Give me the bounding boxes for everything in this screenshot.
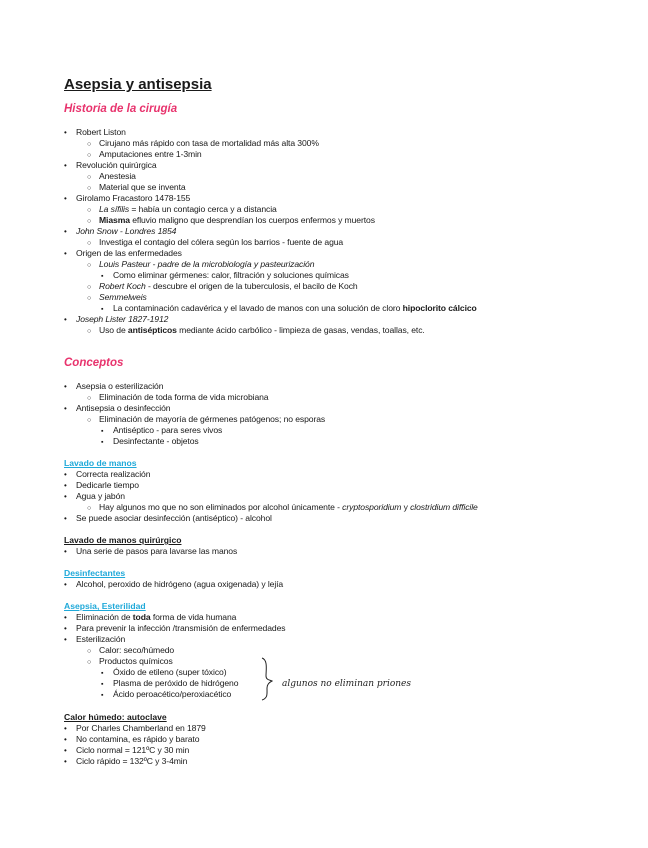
circle-bullet-icon: ○ (87, 218, 92, 225)
bullet-icon: • (64, 757, 67, 766)
list-item: ○ Material que se inventa (87, 182, 186, 192)
circle-bullet-icon: ○ (87, 262, 92, 269)
list-item: • Una serie de pasos para lavarse las manos (64, 546, 238, 556)
subheading-lavado-quirurgico: Lavado de manos quirúrgico (64, 535, 182, 545)
list-item: • John Snow - Londres 1854 (64, 226, 177, 236)
bullet-icon: • (64, 492, 67, 501)
list-item: • Esterilización (64, 634, 126, 644)
circle-bullet-icon: ○ (87, 207, 92, 214)
list-item: ▪ La contaminación cadavérica y el lavado de manos con una solución de cloro hipoclorito cálcico (101, 303, 477, 313)
list-item: • Para prevenir la infección /transmisión de enfermedades (64, 623, 286, 633)
list-item: ▪ Óxido de etileno (super tóxico) (101, 667, 227, 677)
list-item: ▪ Desinfectante - objetos (101, 436, 199, 446)
list-item: ○ Semmelweis (87, 292, 147, 302)
subheading-calor-humedo: Calor húmedo: autoclave (64, 712, 167, 722)
square-bullet-icon: ▪ (101, 670, 104, 677)
circle-bullet-icon: ○ (87, 648, 92, 655)
square-bullet-icon: ▪ (101, 273, 104, 280)
list-item: • Alcohol, peroxido de hidrógeno (agua oxigenada) y lejía (64, 579, 284, 589)
list-item: • Correcta realización (64, 469, 151, 479)
bullet-icon: • (64, 580, 67, 589)
list-item: ▪ Ácido peroacético/peroxiacético (101, 689, 232, 699)
list-item: ○ La sífilis = había un contagio cerca y a distancia (87, 204, 277, 214)
list-item: • Se puede asociar desinfección (antiséptico) - alcohol (64, 513, 272, 523)
list-item: • Origen de las enfermedades (64, 248, 182, 258)
list-item: ▪ Antiséptico - para seres vivos (101, 425, 223, 435)
bullet-icon: • (64, 249, 67, 258)
square-bullet-icon: ▪ (101, 681, 104, 688)
list-item: ○ Amputaciones entre 1-3min (87, 149, 202, 159)
list-item: • Ciclo rápido = 132ºC y 3-4min (64, 756, 188, 766)
bullet-icon: • (64, 735, 67, 744)
handwritten-note: algunos no eliminan priones (282, 679, 411, 689)
circle-bullet-icon: ○ (87, 659, 92, 666)
list-item: • Girolamo Fracastoro 1478-155 (64, 193, 191, 203)
bullet-icon: • (64, 161, 67, 170)
bullet-icon: • (64, 315, 67, 324)
page-title: Asepsia y antisepsia (64, 76, 212, 93)
circle-bullet-icon: ○ (87, 152, 92, 159)
list-item: • Revolución quirúrgica (64, 160, 157, 170)
circle-bullet-icon: ○ (87, 284, 92, 291)
list-item: • Eliminación de toda forma de vida humana (64, 612, 237, 622)
bullet-icon: • (64, 746, 67, 755)
square-bullet-icon: ▪ (101, 428, 104, 435)
circle-bullet-icon: ○ (87, 505, 92, 512)
subheading-lavado: Lavado de manos (64, 458, 137, 468)
bullet-icon: • (64, 404, 67, 413)
section-heading-historia: Historia de la cirugía (64, 103, 178, 115)
subheading-esterilidad: Asepsia, Esterilidad (64, 601, 146, 611)
circle-bullet-icon: ○ (87, 328, 92, 335)
list-item: ▪ Como eliminar gérmenes: calor, filtración y soluciones químicas (101, 270, 349, 280)
subheading-desinfectantes: Desinfectantes (64, 568, 126, 578)
list-item: ○ Louis Pasteur - padre de la microbiología y pasteurización (87, 259, 315, 269)
list-item: ○ Investiga el contagio del cólera según los barrios - fuente de agua (87, 237, 344, 247)
list-item: • Por Charles Chamberland en 1879 (64, 723, 206, 733)
square-bullet-icon: ▪ (101, 439, 104, 446)
list-item: • Dedicarle tiempo (64, 480, 139, 490)
list-item: • Agua y jabón (64, 491, 125, 501)
list-item: ○ Hay algunos mo que no son eliminados por alcohol únicamente - cryptosporidium y clostridium difficile (87, 502, 478, 512)
list-item: • Asepsia o esterilización (64, 381, 164, 391)
list-item: • Ciclo normal = 121ºC y 30 min (64, 745, 190, 755)
circle-bullet-icon: ○ (87, 295, 92, 302)
list-item: ○ Anestesia (87, 171, 136, 181)
square-bullet-icon: ▪ (101, 306, 104, 313)
square-bullet-icon: ▪ (101, 692, 104, 699)
list-item: ○ Cirujano más rápido con tasa de mortalidad más alta 300% (87, 138, 319, 148)
list-item: • Robert Liston (64, 127, 126, 137)
handwritten-annotation (260, 656, 420, 702)
bullet-icon: • (64, 470, 67, 479)
circle-bullet-icon: ○ (87, 395, 92, 402)
list-item: • No contamina, es rápido y barato (64, 734, 200, 744)
circle-bullet-icon: ○ (87, 174, 92, 181)
bullet-icon: • (64, 194, 67, 203)
bullet-icon: • (64, 128, 67, 137)
circle-bullet-icon: ○ (87, 185, 92, 192)
list-item: ○ Uso de antisépticos mediante ácido carbólico - limpieza de gasas, vendas, toallas, etc. (87, 325, 425, 335)
bullet-icon: • (64, 481, 67, 490)
bullet-icon: • (64, 624, 67, 633)
bullet-icon: • (64, 382, 67, 391)
circle-bullet-icon: ○ (87, 417, 92, 424)
bullet-icon: • (64, 547, 67, 556)
list-item: ○ Robert Koch - descubre el origen de la tuberculosis, el bacilo de Koch (87, 281, 358, 291)
section-heading-conceptos: Conceptos (64, 357, 124, 369)
list-item: • Antisepsia o desinfección (64, 403, 171, 413)
circle-bullet-icon: ○ (87, 240, 92, 247)
bullet-icon: • (64, 227, 67, 236)
list-item: • Joseph Lister 1827-1912 (64, 314, 169, 324)
circle-bullet-icon: ○ (87, 141, 92, 148)
bullet-icon: • (64, 514, 67, 523)
bullet-icon: • (64, 635, 67, 644)
list-item: ○ Eliminación de mayoría de gérmenes patógenos; no esporas (87, 414, 326, 424)
list-item: ○ Calor: seco/húmedo (87, 645, 175, 655)
list-item: ▪ Plasma de peróxido de hidrógeno (101, 678, 239, 688)
bullet-icon: • (64, 613, 67, 622)
list-item: ○ Miasma efluvio maligno que desprendían los cuerpos enfermos y muertos (87, 215, 375, 225)
list-item: ○ Productos químicos (87, 656, 173, 666)
bullet-icon: • (64, 724, 67, 733)
list-item: ○ Eliminación de toda forma de vida microbiana (87, 392, 269, 402)
